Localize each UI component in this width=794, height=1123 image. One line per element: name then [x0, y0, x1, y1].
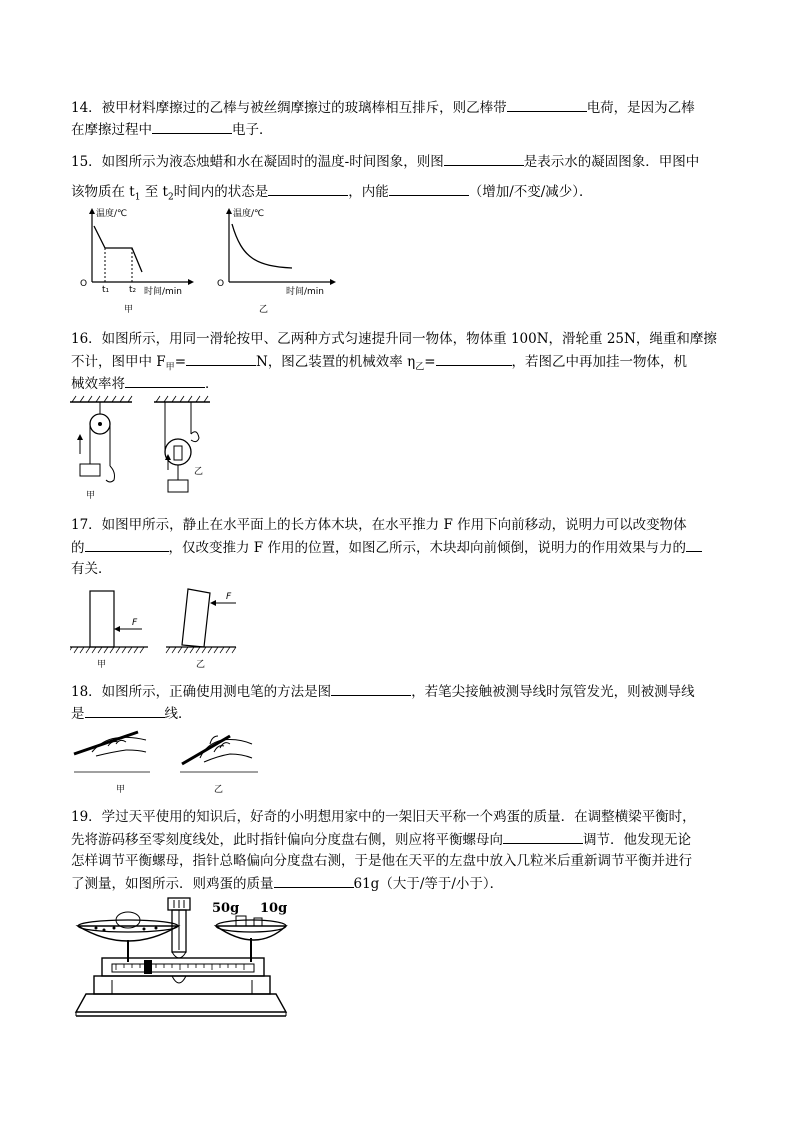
- q17-line-2: 的 ，仅改变推力 F 作用的位置，如图乙所示，木块却向前倾倒，说明力的作用效果与力的: [71, 538, 702, 557]
- ylabel-yi: 温度/℃: [233, 209, 265, 219]
- pulley-jia: [70, 396, 132, 501]
- q19-balance-figure: [72, 896, 292, 1024]
- left-pan: [78, 912, 178, 962]
- graph-yi: [217, 207, 336, 315]
- force-label-yi: F: [226, 592, 232, 602]
- caption-jia: 甲: [124, 305, 134, 315]
- q17-line-1: 17．如图甲所示，静止在水平面上的长方体木块，在水平推力 F 作用下向前移动，说明力可以改变物体: [71, 517, 687, 533]
- q17-figure: [70, 585, 240, 675]
- origin-yi: O: [217, 279, 225, 289]
- block-yi: [166, 589, 236, 670]
- caption-jia: 甲: [116, 785, 126, 795]
- t1-label: t₁: [102, 285, 110, 295]
- q18-line-1: 18．如图所示，正确使用测电笔的方法是图 ，若笔尖接触被测导线时氖管发光，则被测导线: [71, 684, 695, 700]
- origin-jia: O: [80, 279, 88, 289]
- block-jia: [70, 591, 148, 670]
- test-pen-jia: [74, 732, 150, 795]
- answer-blank[interactable]: [274, 874, 354, 888]
- q19-line-4: 了测量，如图所示．则鸡蛋的质量 61g（大于/等于/小于）．: [71, 876, 504, 892]
- test-pen-yi: [180, 736, 258, 795]
- answer-blank[interactable]: [152, 120, 232, 134]
- weight-10g-label: 10g: [260, 901, 288, 916]
- q14-line-2: 在摩擦过程中 电子．: [71, 122, 273, 138]
- graph-jia: [80, 207, 194, 315]
- weight-50g-label: 50g: [212, 901, 240, 916]
- xlabel-yi: 时间/min: [286, 287, 325, 297]
- answer-blank[interactable]: [125, 374, 205, 388]
- q16-line-3: 械效率将 ．: [71, 376, 219, 392]
- caption-jia: 甲: [86, 491, 96, 501]
- xlabel-jia: 时间/min: [144, 287, 183, 297]
- answer-blank[interactable]: [507, 98, 587, 112]
- caption-yi: 乙: [196, 660, 206, 670]
- q14-line-1: 14．被甲材料摩擦过的乙棒与被丝绸摩擦过的玻璃棒相互排斥，则乙棒带 电荷，是因为乙棒: [71, 100, 695, 116]
- beam: [102, 958, 264, 983]
- answer-blank[interactable]: [85, 704, 165, 718]
- right-pan: [212, 901, 287, 962]
- q19-line-1: 19．学过天平使用的知识后，好奇的小明想用家中的一架旧天平称一个鸡蛋的质量．在调整横梁平衡时，: [71, 809, 696, 825]
- caption-yi: 乙: [259, 305, 269, 315]
- t2-label: t₂: [129, 285, 137, 295]
- answer-blank[interactable]: [389, 182, 469, 196]
- answer-blank[interactable]: [85, 538, 169, 552]
- q15-line-2: 该物质在 $t_1$ 至 $t_2$时间内的状态是 ，内能 （增加/不变/减少）．: [71, 184, 593, 203]
- caption-yi: 乙: [214, 785, 224, 795]
- answer-blank[interactable]: [186, 352, 256, 366]
- ylabel-jia: 温度/℃: [96, 209, 128, 219]
- q17-line-3: 有关．: [71, 561, 112, 577]
- answer-blank[interactable]: [268, 182, 348, 196]
- answer-blank[interactable]: [686, 538, 702, 552]
- q16-line-2: 不计，图甲中 $F_甲= N$，图乙装置的机械效率 $\eta_乙=$ ，若图乙中再加挂一物体，机: [71, 354, 688, 373]
- q19-line-3: 怎样调节平衡螺母，指针总略偏向分度盘右测，于是他在天平的左盘中放入几粒米后重新调节平衡并进行: [71, 853, 692, 869]
- answer-blank[interactable]: [436, 352, 512, 366]
- pillar: [168, 898, 190, 958]
- caption-yi: 乙: [194, 467, 204, 477]
- answer-blank[interactable]: [331, 682, 411, 696]
- answer-blank[interactable]: [444, 152, 524, 166]
- pulley-yi: [154, 396, 210, 492]
- caption-jia: 甲: [97, 660, 107, 670]
- q18-line-2: 是 线．: [71, 706, 192, 722]
- q15-line-1: 15．如图所示为液态烛蜡和水在凝固时的温度-时间图象，则图 是表示水的凝固图象．甲图中: [71, 154, 700, 170]
- q18-figure: [70, 724, 260, 800]
- q19-line-2: 先将游码移至零刻度线处，此时指针偏向分度盘右侧，则应将平衡螺母向 调节．他发现无论: [71, 832, 691, 848]
- q16-figure: [70, 394, 220, 506]
- answer-blank[interactable]: [503, 830, 583, 844]
- q16-line-1: 16．如图所示，用同一滑轮按甲、乙两种方式匀速提升同一物体，物体重 100N，滑轮重 25N，绳重和摩擦: [71, 331, 717, 347]
- force-label-jia: F: [132, 618, 138, 628]
- q15-figure: [72, 204, 342, 324]
